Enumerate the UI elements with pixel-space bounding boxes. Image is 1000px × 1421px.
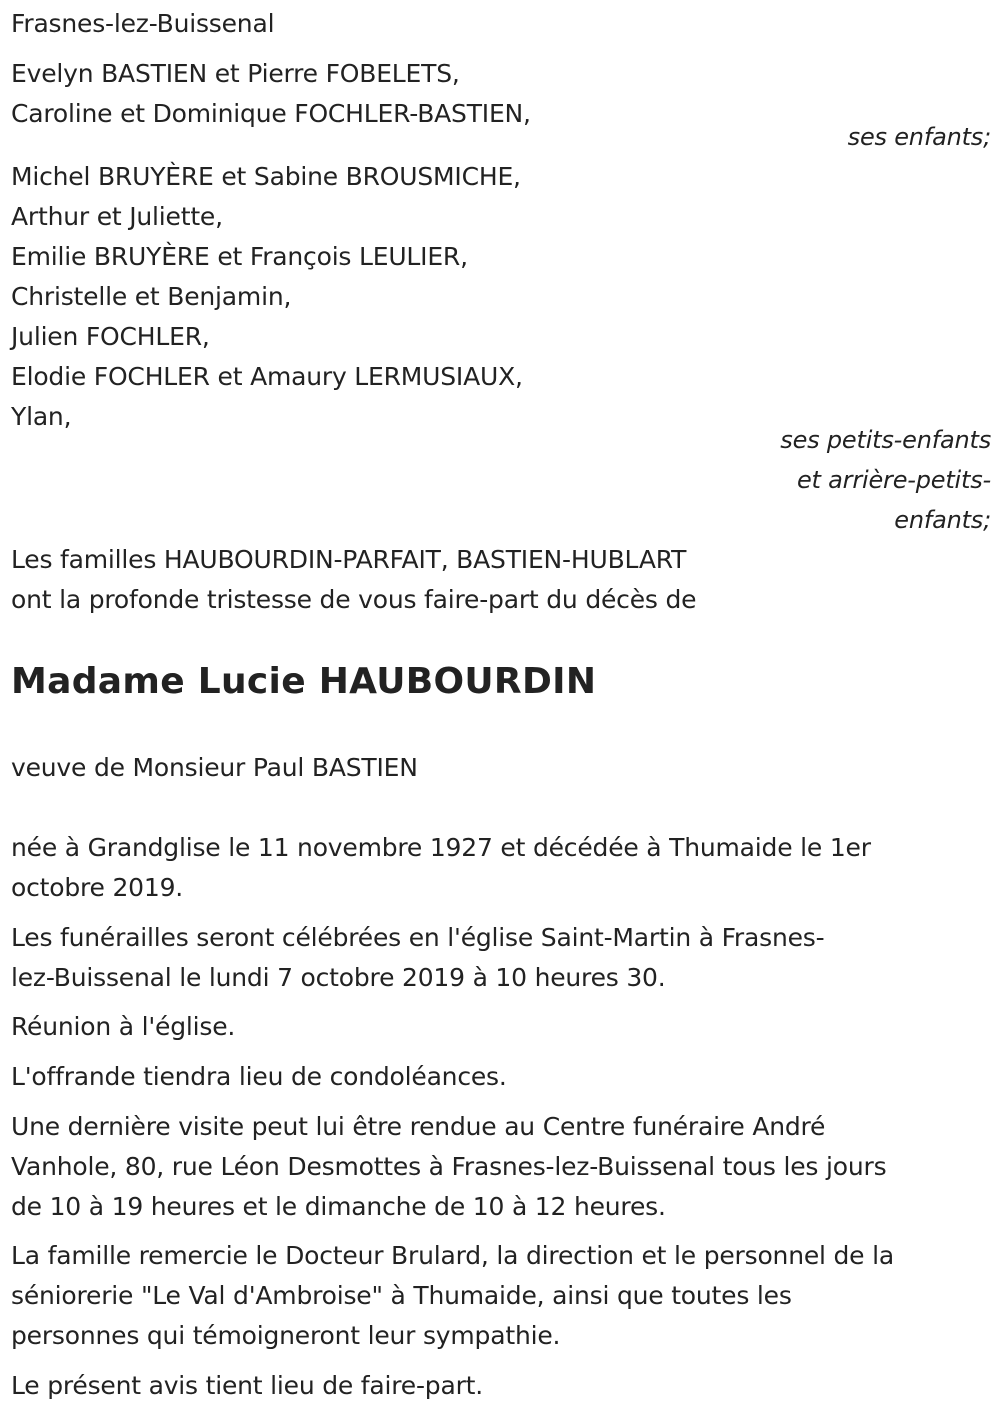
grandchildren-line: Arthur et Juliette, [11,202,223,231]
grandchildren-label: et arrière-petits- [796,466,991,494]
location-heading: Frasnes-lez-Buissenal [11,9,275,38]
visit-line: Une dernière visite peut lui être rendue au Centre funéraire André [11,1112,826,1141]
grandchildren-line: Emilie BRUYÈRE et François LEULIER, [11,242,468,271]
families-line: Les familles HAUBOURDIN-PARFAIT, BASTIEN-HUBLART [11,545,687,574]
children-line: Evelyn BASTIEN et Pierre FOBELETS, [11,59,460,88]
grandchildren-label: ses petits-enfants [780,426,991,454]
deceased-name: Madame Lucie HAUBOURDIN [11,661,597,702]
grandchildren-line: Christelle et Benjamin, [11,282,292,311]
grandchildren-line: Julien FOCHLER, [11,322,210,351]
funeral-line: lez-Buissenal le lundi 7 octobre 2019 à 10 heures 30. [11,963,666,992]
birth-death-line: née à Grandglise le 11 novembre 1927 et décédée à Thumaide le 1er [11,833,871,862]
children-line: Caroline et Dominique FOCHLER-BASTIEN, [11,99,531,128]
grandchildren-line: Elodie FOCHLER et Amaury LERMUSIAUX, [11,362,523,391]
birth-death-line: octobre 2019. [11,873,184,902]
grandchildren-label: enfants; [894,506,991,534]
children-label: ses enfants; [847,123,991,151]
announcement-line: ont la profonde tristesse de vous faire-part du décès de [11,585,697,614]
grandchildren-line: Ylan, [11,402,72,431]
visit-line: Vanhole, 80, rue Léon Desmottes à Frasnes-lez-Buissenal tous les jours [11,1152,887,1181]
funeral-line: Les funérailles seront célébrées en l'église Saint-Martin à Frasnes- [11,923,825,952]
thanks-line: séniorerie "Le Val d'Ambroise" à Thumaide, ainsi que toutes les [11,1281,792,1310]
grandchildren-line: Michel BRUYÈRE et Sabine BROUSMICHE, [11,162,521,191]
visit-line: de 10 à 19 heures et le dimanche de 10 à 12 heures. [11,1192,666,1221]
thanks-line: La famille remercie le Docteur Brulard, la direction et le personnel de la [11,1241,894,1270]
widow-of-line: veuve de Monsieur Paul BASTIEN [11,753,418,782]
thanks-line: personnes qui témoigneront leur sympathie. [11,1321,561,1350]
notice-line: Le présent avis tient lieu de faire-part. [11,1371,484,1400]
offering-line: L'offrande tiendra lieu de condoléances. [11,1062,507,1091]
meeting-line: Réunion à l'église. [11,1012,236,1041]
